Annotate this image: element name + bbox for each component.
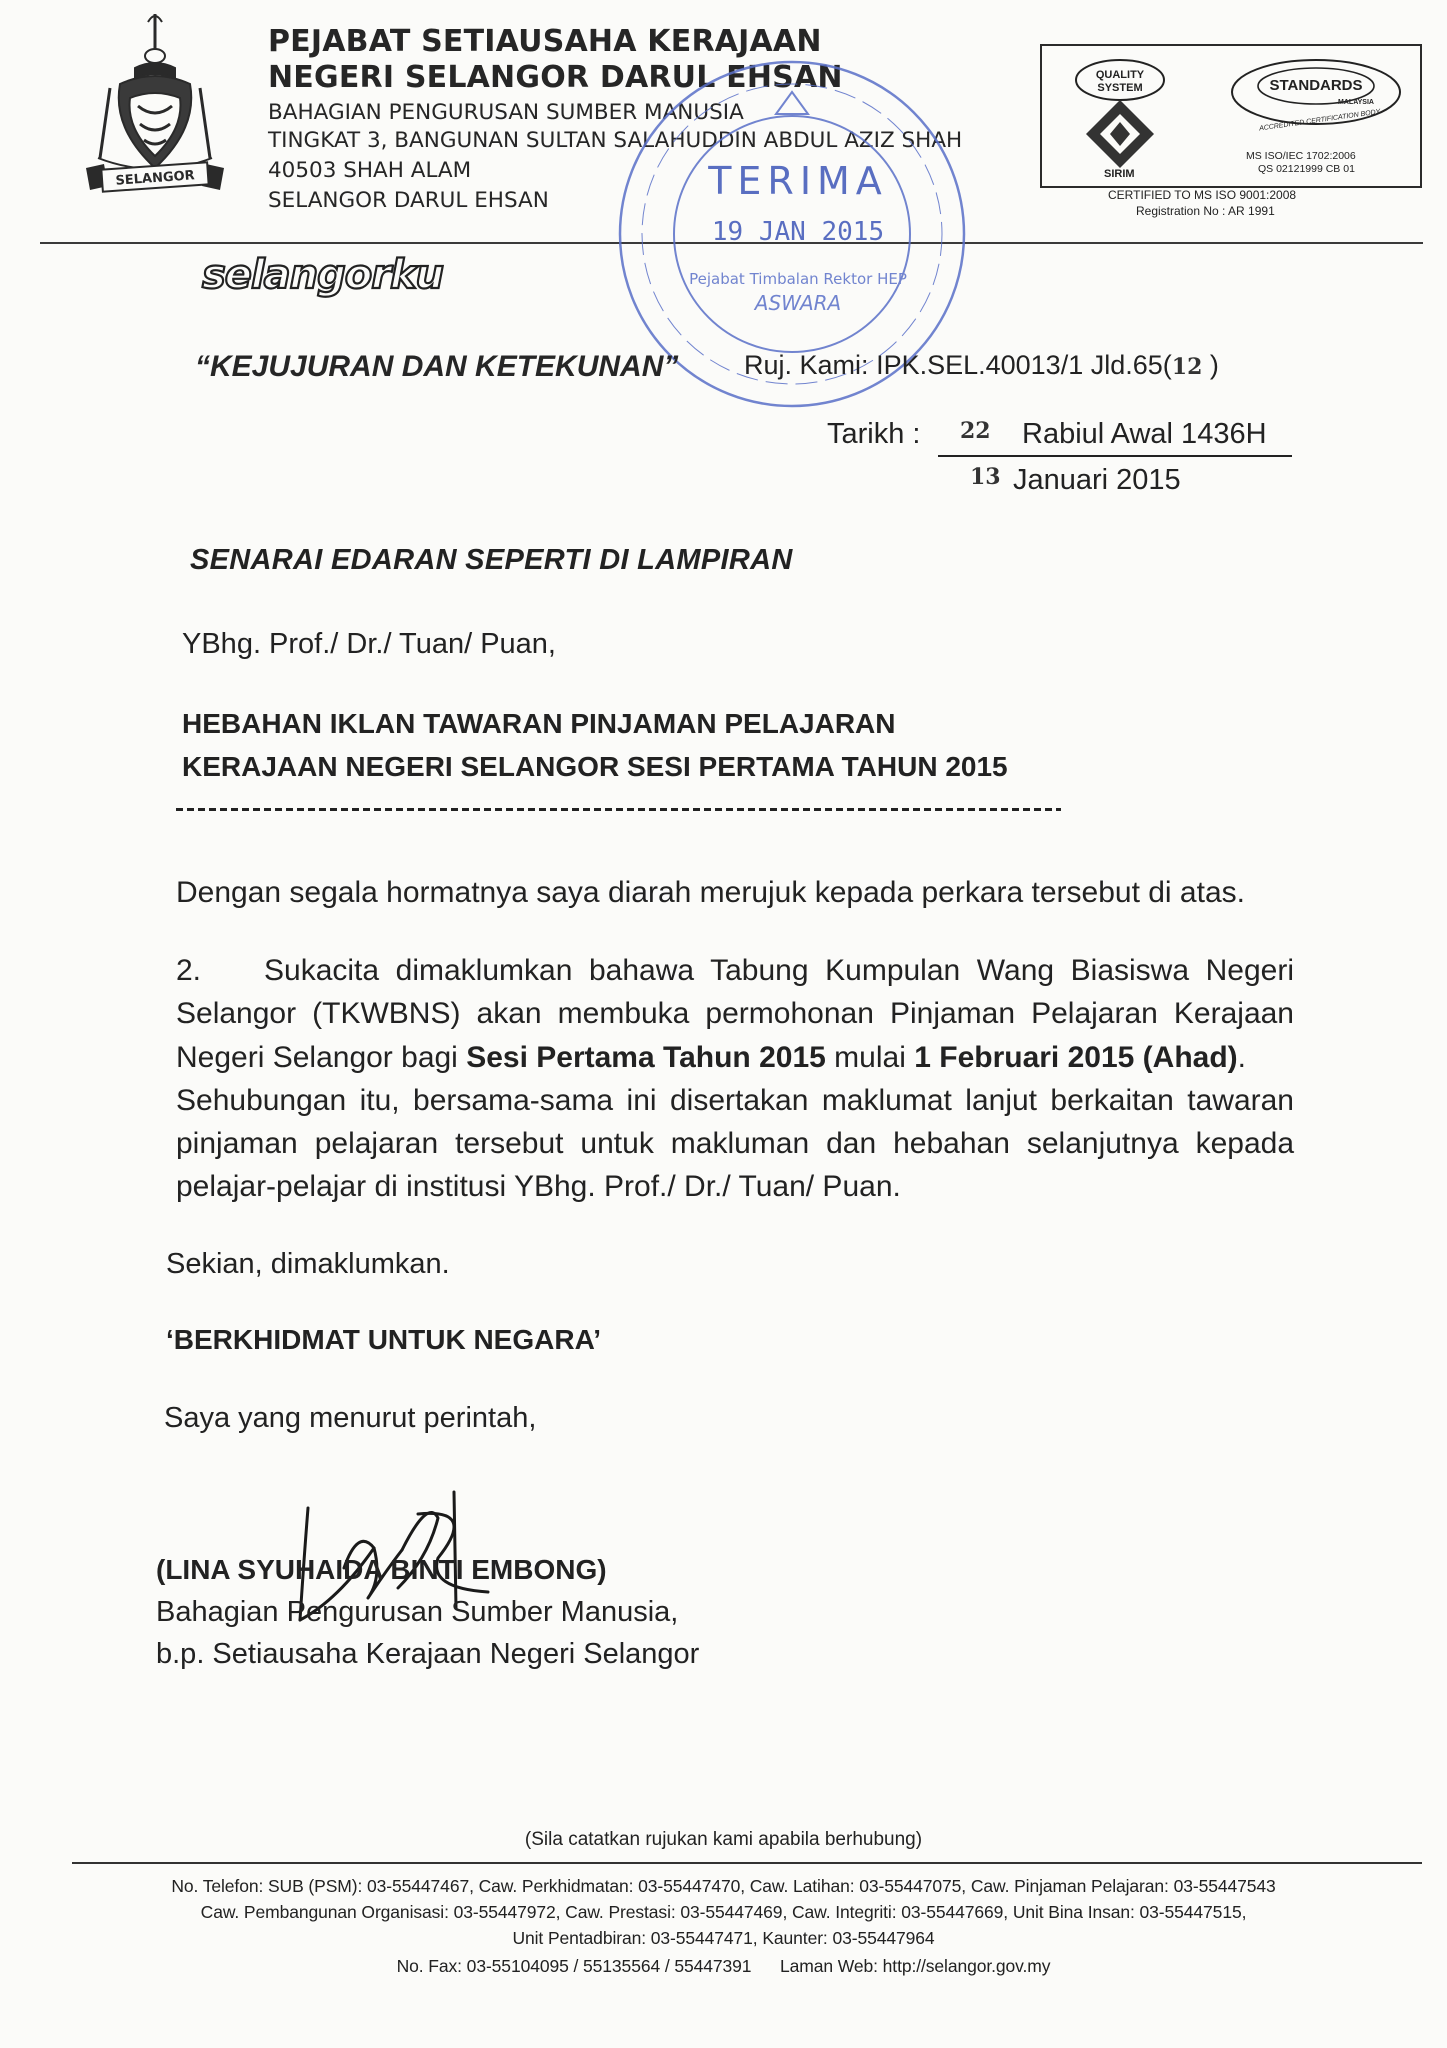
reference-label: Ruj. Kami: — [744, 350, 869, 380]
date-hijri: Rabiul Awal 1436H — [1022, 418, 1267, 450]
address-line2: TINGKAT 3, BANGUNAN SULTAN SALAHUDDIN ABDUL AZIZ SHAH — [268, 128, 963, 153]
signatory-on-behalf: b.p. Setiausaha Kerajaan Negeri Selangor — [156, 1638, 700, 1670]
paragraph-2-number: 2. — [176, 954, 202, 987]
paragraph-2-line3-c: mulai — [834, 1041, 906, 1074]
distribution-list: SENARAI EDARAN SEPERTI DI LAMPIRAN — [190, 544, 793, 576]
paragraph-2-line4: Sehubungan itu, bersama-sama ini disertakan maklumat lanjut berkaitan tawaran — [176, 1084, 1294, 1117]
paragraph-2-line3-a: Negeri Selangor bagi — [176, 1041, 458, 1074]
paragraph-2-line2: Selangor (TKWBNS) akan membuka permohonan Pinjaman Pelajaran Kerajaan — [176, 997, 1294, 1030]
date-underline — [938, 455, 1292, 457]
paragraph-2-line6: pelajar-pelajar di institusi YBhg. Prof./ Dr./ Tuan/ Puan. — [176, 1170, 901, 1203]
stamp-office: Pejabat Timbalan Rektor HEP — [689, 270, 907, 288]
reference-close: ) — [1209, 350, 1219, 380]
slogan: ‘BERKHIDMAT UNTUK NEGARA’ — [166, 1324, 602, 1355]
ms-iso-text: MS ISO/IEC 1702:2006 — [1246, 150, 1356, 162]
salutation: YBhg. Prof./ Dr./ Tuan/ Puan, — [182, 628, 556, 660]
qs-number-text: QS 02121999 CB 01 — [1258, 163, 1355, 175]
quality-system-mark-icon — [1070, 56, 1170, 174]
reference-value: IPK.SEL.40013/1 Jld.65( — [876, 350, 1172, 380]
footer-contact-line1: No. Telefon: SUB (PSM): 03-55447467, Caw. Perkhidmatan: 03-55447470, Caw. Latihan: 03-55447075, Caw. Pinjaman Pelajaran: 03-55447543 — [171, 1876, 1276, 1896]
motto: “KEJUJURAN DAN KETEKUNAN” — [195, 350, 679, 383]
svg-text:STANDARDS: STANDARDS — [1269, 77, 1363, 94]
svg-text:ACCREDITED CERTIFICATION BODY: ACCREDITED CERTIFICATION BODY — [1258, 108, 1381, 133]
address-line1: BAHAGIAN PENGURUSAN SUMBER MANUSIA — [268, 100, 744, 125]
subject-line1: HEBAHAN IKLAN TAWARAN PINJAMAN PELAJARAN — [182, 708, 896, 739]
svg-text:selangorku: selangorku — [202, 252, 444, 298]
paragraph-1: Dengan segala hormatnya saya diarah merujuk kepada perkara tersebut di atas. — [176, 876, 1245, 909]
footer-contact-line3: Unit Pentadbiran: 03-55447471, Kaunter: 03-55447964 — [512, 1928, 935, 1948]
footer-divider — [72, 1862, 1422, 1864]
footer-contact-line2: Caw. Pembangunan Organisasi: 03-55447972, Caw. Prestasi: 03-55447469, Caw. Integriti: 03-55447669, Unit Bina Insan: 03-55447515, — [200, 1902, 1247, 1922]
session-highlight: Sesi Pertama Tahun 2015 — [466, 1041, 826, 1074]
paragraph-2-line5: pinjaman pelajaran tersebut untuk makluman dan hebahan selanjutnya kepada — [176, 1127, 1294, 1160]
signoff: Saya yang menurut perintah, — [164, 1402, 537, 1434]
reference-number — [744, 350, 1219, 381]
agency-name-line2: NEGERI SELANGOR DARUL EHSAN — [268, 60, 843, 95]
crest-ribbon-text: SELANGOR — [115, 168, 196, 189]
address-line4: SELANGOR DARUL EHSAN — [268, 188, 549, 213]
signatory-department: Bahagian Pengurusan Sumber Manusia, — [156, 1596, 679, 1628]
stamp-org: ASWARA — [754, 291, 842, 315]
address-line3: 40503 SHAH ALAM — [268, 158, 472, 183]
date-greg-day: 13 — [970, 464, 1001, 490]
sirim-label: SIRIM — [1104, 168, 1135, 180]
svg-text:MALAYSIA: MALAYSIA — [1338, 99, 1374, 106]
reference-handwritten: 12 — [1171, 354, 1203, 380]
footer-contact-line4: No. Fax: 03-55104095 / 55135564 / 55447391 Laman Web: http://selangor.gov.my — [396, 1956, 1051, 1976]
footer-note: (Sila catatkan rujukan kami apabila berhubung) — [524, 1829, 923, 1850]
date-gregorian: Januari 2015 — [1013, 464, 1181, 496]
subject-line2: KERAJAAN NEGERI SELANGOR SESI PERTAMA TAHUN 2015 — [182, 751, 1008, 782]
certification-box — [1040, 44, 1422, 188]
selangorku-logo — [198, 248, 448, 300]
paragraph-2-line3 — [176, 1043, 1246, 1073]
date-greg-day-wrap — [970, 464, 1001, 490]
date-label: Tarikh : — [827, 418, 921, 450]
start-date-highlight: 1 Februari 2015 (Ahad) — [914, 1041, 1238, 1074]
date-hijri-day-wrap — [960, 418, 991, 444]
paragraph-2-line3-e: . — [1237, 1041, 1246, 1074]
paragraph-2-line1: Sukacita dimaklumkan bahawa Tabung Kumpulan Wang Biasiswa Negeri — [264, 954, 1294, 987]
selangor-crest-logo — [80, 8, 230, 218]
registration-text: Registration No : AR 1991 — [1136, 204, 1275, 218]
subject-dashed-rule — [176, 808, 1061, 811]
certified-text: CERTIFIED TO MS ISO 9001:2008 — [1108, 188, 1297, 202]
stamp-title: TERIMA — [708, 159, 888, 203]
agency-name-line1: PEJABAT SETIAUSAHA KERAJAAN — [268, 24, 822, 59]
svg-text:SYSTEM: SYSTEM — [1097, 82, 1143, 94]
svg-text:QUALITY: QUALITY — [1095, 69, 1145, 81]
standards-malaysia-mark-icon — [1228, 56, 1404, 140]
stamp-date: 19 JAN 2015 — [711, 217, 885, 247]
date-hijri-day: 22 — [960, 418, 991, 444]
closing: Sekian, dimaklumkan. — [166, 1248, 450, 1280]
signatory-name: (LINA SYUHAIDA BINTI EMBONG) — [156, 1554, 607, 1585]
